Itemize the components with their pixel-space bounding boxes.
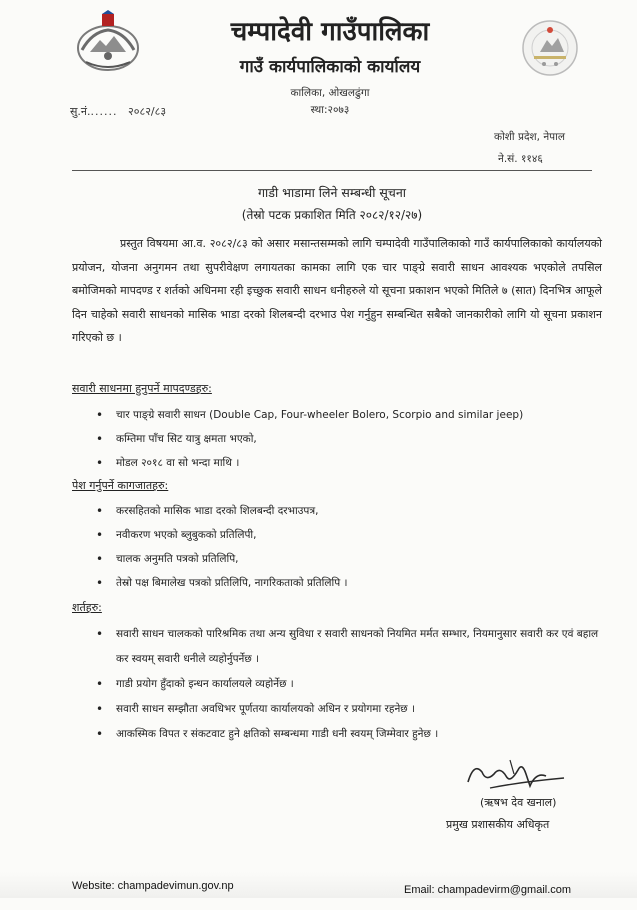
- header-divider: [72, 170, 592, 171]
- notice-body: प्रस्तुत विषयमा आ.व. २०८२/८३ को असार मसान्तसम्मको लागि चम्पादेवी गाउँपालिकाको गाउँ कार्यपालिकाको कार्यालयको प्रयोजन, योजना अनुगमन तथा सुपरीवेक्षण लगायतका कामका लागि एक चार पाङ्ग्रे सवारी साधन आवश्यक भएकोले तपसिल बमोजिमको मापदण्ड र शर्तको अधिनमा रही इच्छुक सवारी साधन धनीहरुले यो सूचना प्रकाशन भएको मितिले ७ (सात) दिनभित्र आफूले दिन चाहेको सवारी साधनको मासिक भाडा दरको शिलबन्दी दरभाउ पेश गर्नुहुन सम्बन्धित सबैको जानकारीको लागि यो सूचना प्रकाशन गरिएको छ ।: [72, 237, 602, 344]
- bullet-icon: •: [96, 504, 104, 518]
- signature-icon: [460, 752, 570, 800]
- bullet-icon: •: [96, 456, 104, 470]
- terms-heading: शर्तहरु:: [72, 601, 102, 614]
- bullet-icon: •: [96, 627, 104, 641]
- footer-email: Email: champadevirm@gmail.com: [404, 884, 572, 896]
- terms-list: [96, 622, 600, 747]
- reference-number: [70, 104, 166, 119]
- signer-title: प्रमुख प्रशासकीय अधिकृत: [446, 818, 550, 831]
- province-label: कोशी प्रदेश, नेपाल: [494, 131, 565, 143]
- documents-list: [96, 499, 596, 595]
- bullet-icon: •: [96, 702, 104, 716]
- nepal-emblem-icon: [72, 10, 144, 74]
- list-item: • आकस्मिक विपत र संकटवाट हुने क्षतिको सम्बन्धमा गाडी धनी स्वयम् जिम्मेवार हुनेछ ।: [96, 722, 600, 747]
- list-item: • कम्तिमा पाँच सिट यात्रु क्षमता भएको,: [96, 427, 596, 451]
- list-item: • सवारी साधन सम्झौता अवधिभर पूर्णतया कार्यालयको अधिन र प्रयोगमा रहनेछ ।: [96, 697, 600, 722]
- bullet-icon: •: [96, 727, 104, 741]
- list-item: • सवारी साधन चालकको पारिश्रमिक तथा अन्य सुविधा र सवारी साधनको नियमित मर्मत सम्भार, नियमानुसार सवारी कर एवं बहाल कर स्वयम् सवारी धनीले व्यहोर्नुपर्नेछ ।: [96, 622, 600, 672]
- bullet-icon: •: [96, 576, 104, 590]
- bullet-icon: •: [96, 552, 104, 566]
- bullet-icon: •: [96, 677, 104, 691]
- office-address: कालिका, ओखलढुंगा: [290, 87, 370, 99]
- documents-heading: पेश गर्नुपर्ने कागजातहरु:: [72, 479, 169, 492]
- footer-website: Website: champadevimun.gov.np: [72, 880, 234, 892]
- list-item: • गाडी प्रयोग हुँदाको इन्धन कार्यालयले व्यहोर्नेछ ।: [96, 672, 600, 697]
- list-item: • नवीकरण भएको ब्लुबुकको प्रतिलिपी,: [96, 523, 596, 547]
- list-item: • करसहितको मासिक भाडा दरको शिलबन्दी दरभाउपत्र,: [96, 499, 596, 523]
- office-title: चम्पादेवी गाउँपालिका: [230, 17, 430, 47]
- signer-name: (ऋषभ देव खनाल): [480, 796, 557, 809]
- municipality-logo-icon: [520, 18, 580, 78]
- list-item: • तेस्रो पक्ष बिमालेख पत्रको प्रतिलिपि, नागरिकताको प्रतिलिपि ।: [96, 571, 596, 595]
- bullet-icon: •: [96, 408, 104, 422]
- established-year: स्था:२०७३: [310, 104, 350, 116]
- list-item: • चार पाङ्ग्रे सवारी साधन (Double Cap, Four-wheeler Bolero, Scorpio and similar jeep): [96, 403, 596, 427]
- notice-title: गाडी भाडामा लिने सम्बन्धी सूचना: [257, 185, 406, 200]
- criteria-list: [96, 403, 596, 475]
- bullet-icon: •: [96, 432, 104, 446]
- notice-subtitle: (तेस्रो पटक प्रकाशित मिति २०८२/१२/२७): [241, 208, 423, 222]
- list-item: • चालक अनुमति पत्रको प्रतिलिपि,: [96, 547, 596, 571]
- list-item: • मोडल २०१८ वा सो भन्दा माथि ।: [96, 451, 596, 475]
- ref-dots: ......: [90, 105, 118, 118]
- office-subtitle: गाउँ कार्यपालिकाको कार्यालय: [239, 57, 421, 77]
- ref-label: सु.नं.: [70, 105, 91, 118]
- criteria-heading: सवारी साधनमा हुनुपर्ने मापदण्डहरु:: [72, 382, 212, 395]
- registration-number: ने.सं. ११४६: [498, 153, 543, 165]
- ref-value: २०८२/८३: [128, 105, 167, 118]
- bullet-icon: •: [96, 528, 104, 542]
